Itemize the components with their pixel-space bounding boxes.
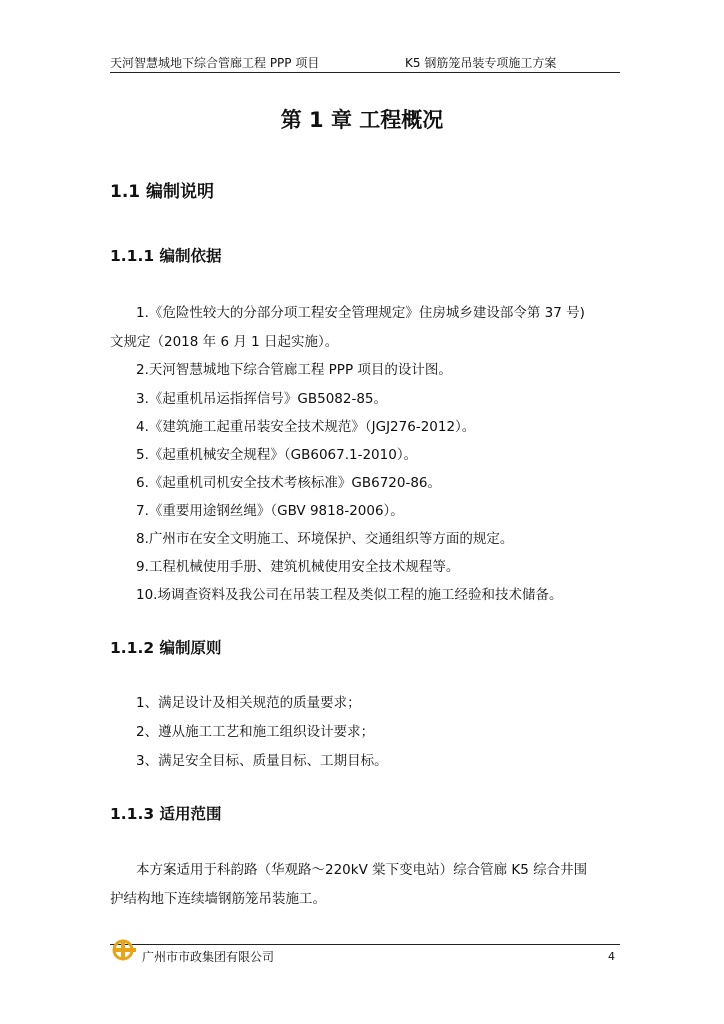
principle-item-3: 3、满足安全目标、质量目标、工期目标。 (136, 753, 388, 769)
chapter-title: 第 1 章 工程概况 (280, 108, 444, 132)
scope-line-2: 护结构地下连续墙钢筋笼吊装施工。 (110, 891, 326, 907)
section-heading: 1.1 编制说明 (110, 182, 215, 202)
company-logo-icon (112, 938, 138, 962)
basis-item-1-cont: 文规定（2018 年 6 月 1 日起实施）。 (110, 334, 339, 350)
basis-item-10: 10.场调查资料及我公司在吊装工程及类似工程的施工经验和技术储备。 (136, 587, 563, 603)
page-header (110, 52, 620, 73)
basis-item-1: 1.《危险性较大的分部分项工程安全管理规定》住房城乡建设部令第 37 号) (136, 305, 585, 321)
basis-heading: 1.1.1 编制依据 (110, 247, 222, 265)
page-number: 4 (608, 950, 615, 963)
basis-item-2: 2.天河智慧城地下综合管廊工程 PPP 项目的设计图。 (136, 362, 452, 378)
scope-line-1: 本方案适用于科韵路（华观路～220kV 棠下变电站）综合管廊 K5 综合井围 (136, 862, 588, 878)
basis-item-5: 5.《起重机械安全规程》（GB6067.1-2010）。 (136, 447, 418, 463)
header-document-title: K5 钢筋笼吊装专项施工方案 (405, 56, 557, 70)
footer-company-name: 广州市市政集团有限公司 (142, 950, 275, 964)
principles-heading: 1.1.2 编制原则 (110, 639, 222, 657)
footer-rule (110, 944, 620, 945)
basis-item-3: 3.《起重机吊运指挥信号》GB5082-85。 (136, 391, 388, 407)
basis-item-8: 8.广州市在安全文明施工、环境保护、交通组织等方面的规定。 (136, 531, 514, 547)
basis-item-9: 9.工程机械使用手册、建筑机械使用安全技术规程等。 (136, 559, 460, 575)
scope-heading: 1.1.3 适用范围 (110, 805, 222, 823)
header-project-title: 天河智慧城地下综合管廊工程 PPP 项目 (110, 56, 320, 70)
principle-item-2: 2、遵从施工工艺和施工组织设计要求； (136, 724, 375, 740)
principle-item-1: 1、满足设计及相关规范的质量要求； (136, 695, 361, 711)
basis-item-4: 4.《建筑施工起重吊装安全技术规范》（JGJ276-2012）。 (136, 419, 476, 435)
basis-item-7: 7.《重要用途钢丝绳》（GBV 9818-2006）。 (136, 503, 404, 519)
basis-item-6: 6.《起重机司机安全技术考核标准》GB6720-86。 (136, 475, 442, 491)
